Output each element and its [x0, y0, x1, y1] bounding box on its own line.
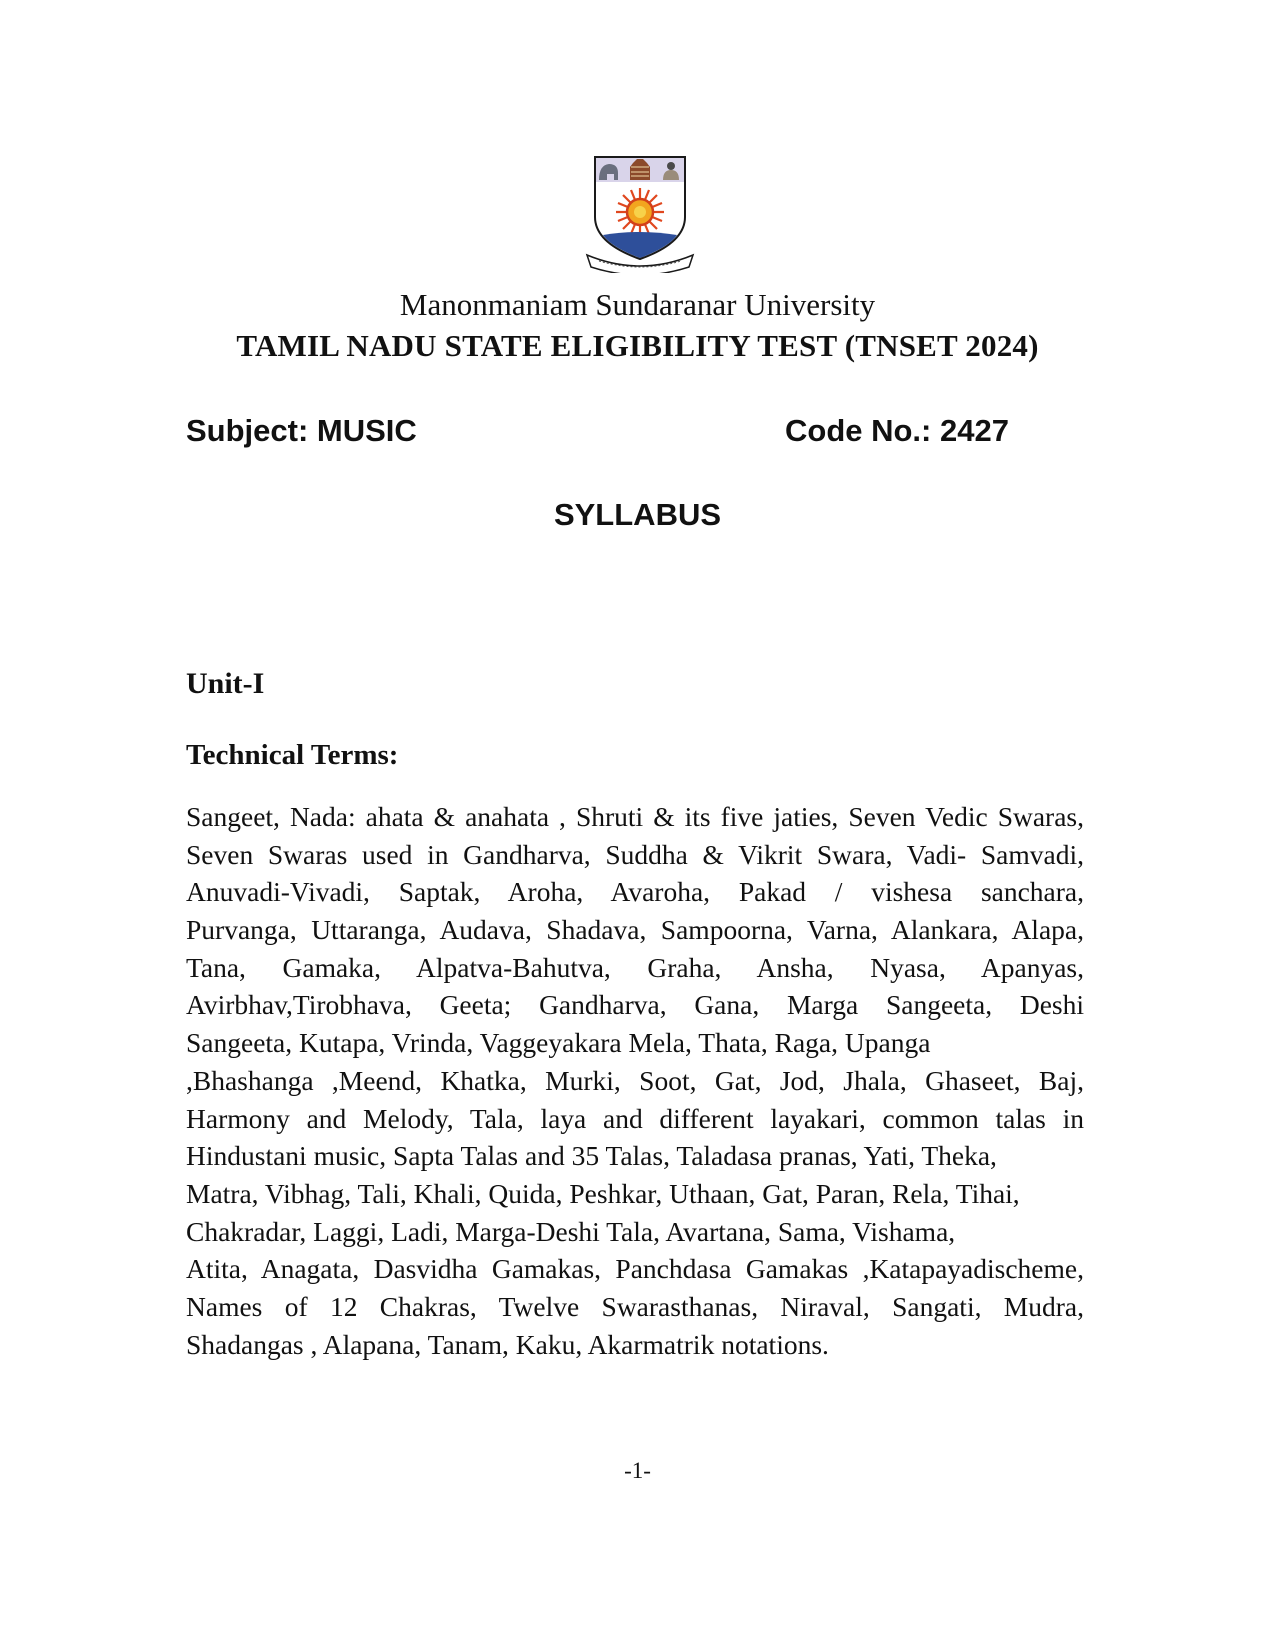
paragraph-line: Atita, Anagata, Dasvidha Gamakas, Panchdasa Gamakas ,Katapayadischeme, — [186, 1253, 1084, 1285]
paragraph-line: Sangeet, Nada: ahata & anahata , Shruti & its five jaties, Seven Vedic Swaras, — [186, 801, 1084, 832]
university-name: Manonmaniam Sundaranar University — [399, 287, 876, 322]
paragraph-line: Purvanga, Uttaranga, Audava, Shadava, Sampoorna, Varna, Alankara, Alapa, — [186, 914, 1084, 946]
code-number: Code No.: 2427 — [785, 413, 1009, 448]
university-crest-logo — [585, 155, 695, 273]
paragraph-line: Tana, Gamaka, Alpatva-Bahutva, Graha, Ansha, Nyasa, Apanyas, — [186, 951, 1084, 983]
page-number: -1- — [624, 1458, 651, 1483]
paragraph-line: Sangeeta, Kutapa, Vrinda, Vaggeyakara Mela, Thata, Raga, Upanga — [186, 1027, 931, 1059]
unit-heading: Unit-I — [186, 667, 265, 700]
paragraph-line: Harmony and Melody, Tala, laya and different layakari, common talas in — [186, 1102, 1084, 1134]
paragraph-line: Names of 12 Chakras, Twelve Swarasthanas, Niraval, Sangati, Mudra, — [186, 1290, 1084, 1322]
paragraph-line: Seven Swaras used in Gandharva, Suddha & Vikrit Swara, Vadi- Samvadi, — [186, 838, 1084, 870]
paragraph-line: Anuvadi-Vivadi, Saptak, Aroha, Avaroha, Pakad / vishesa sanchara, — [186, 876, 1084, 908]
paragraph-line: Hindustani music, Sapta Talas and 35 Talas, Taladasa pranas, Yati, Theka, — [186, 1140, 997, 1172]
technical-terms-paragraph — [186, 798, 1084, 1363]
paragraph-line: ,Bhashanga ,Meend, Khatka, Murki, Soot, Gat, Jod, Jhala, Ghaseet, Baj, — [186, 1064, 1084, 1096]
exam-title: TAMIL NADU STATE ELIGIBILITY TEST (TNSET 2024) — [236, 328, 1039, 363]
paragraph-line: Chakradar, Laggi, Ladi, Marga-Deshi Tala, Avartana, Sama, Vishama, — [186, 1215, 956, 1247]
section-heading: Technical Terms: — [186, 739, 399, 771]
paragraph-line: Matra, Vibhag, Tali, Khali, Quida, Peshkar, Uthaan, Gat, Paran, Rela, Tihai, — [186, 1177, 1020, 1209]
paragraph-line: Shadangas , Alapana, Tanam, Kaku, Akarmatrik notations. — [186, 1328, 829, 1360]
document-title: SYLLABUS — [553, 497, 722, 532]
subject-label: Subject: MUSIC — [186, 413, 417, 448]
paragraph-line: Avirbhav,Tirobhava, Geeta; Gandharva, Gana, Marga Sangeeta, Deshi — [186, 989, 1084, 1021]
